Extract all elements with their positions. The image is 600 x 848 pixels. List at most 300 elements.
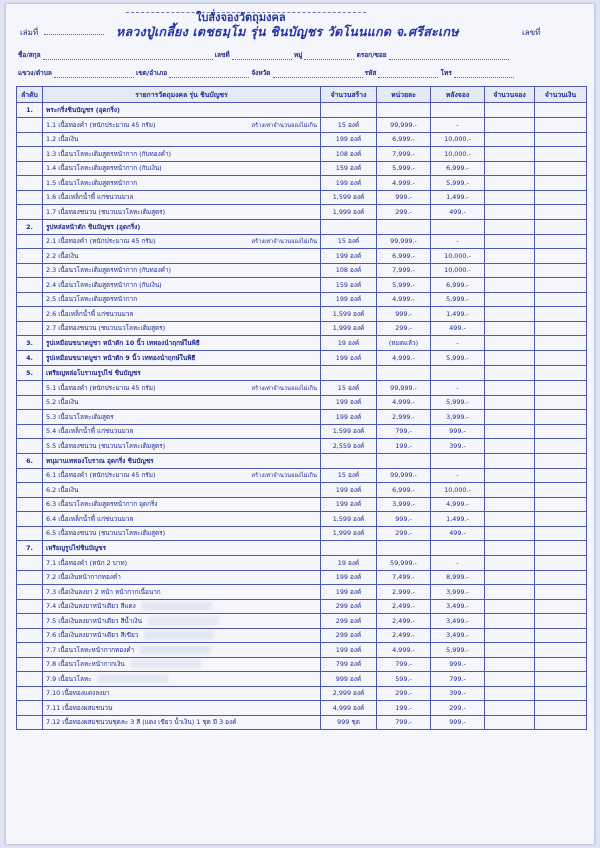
item-amount-input[interactable] <box>535 205 587 220</box>
item-after-price: 8,999.- <box>431 570 485 585</box>
group-reserve-input <box>485 366 535 381</box>
item-qty: 2,999 องค์ <box>321 686 377 701</box>
item-note: สร้างเท่าจำนวนจองไม่เกิน <box>251 385 317 392</box>
group-after: - <box>431 336 485 351</box>
redacted-mark <box>148 617 218 625</box>
item-price: 6,999.- <box>377 249 431 264</box>
item-name-text: 7.1 เนื้อทองคำ (หนัก 2 บาท) <box>46 558 128 567</box>
province-field[interactable] <box>273 68 363 78</box>
item-name <box>43 278 321 293</box>
group-reserve-input[interactable] <box>485 351 535 366</box>
name-field[interactable] <box>43 50 213 60</box>
item-name-text: 7.3 เนื้อเงินลงยา 2 หน้า หน้ากากเนื้อนาก <box>46 587 161 596</box>
item-price: 199.- <box>377 701 431 716</box>
table-row <box>17 439 587 454</box>
col-header-reserve: จำนวนจอง <box>485 87 535 103</box>
item-amount-input[interactable] <box>535 628 587 643</box>
item-reserve-input[interactable] <box>485 321 535 336</box>
item-price: 4,999.- <box>377 395 431 410</box>
item-price: 4,999.- <box>377 643 431 658</box>
item-amount-input[interactable] <box>535 497 587 512</box>
item-name-text: 7.6 เนื้อเงินลงยาหน้าเดียว สีเขียว <box>46 631 139 640</box>
col-header-qty: จำนวนสร้าง <box>321 87 377 103</box>
district-field[interactable] <box>169 68 249 78</box>
item-price: 7,999.- <box>377 263 431 278</box>
item-qty: 159 องค์ <box>321 278 377 293</box>
item-amount-input[interactable] <box>535 118 587 133</box>
item-amount-input[interactable] <box>535 190 587 205</box>
item-name <box>43 147 321 162</box>
item-price: 99,999.- <box>377 118 431 133</box>
subdistrict-field[interactable] <box>54 68 134 78</box>
item-qty: 199 องค์ <box>321 395 377 410</box>
row-no <box>17 205 43 220</box>
table-row <box>17 147 587 162</box>
item-name <box>43 512 321 527</box>
table-row <box>17 570 587 585</box>
item-after-price: 399.- <box>431 439 485 454</box>
item-amount-input[interactable] <box>535 424 587 439</box>
item-amount-input[interactable] <box>535 234 587 249</box>
item-reserve-input[interactable] <box>485 468 535 483</box>
phone-field[interactable] <box>454 68 514 78</box>
item-name <box>43 307 321 322</box>
item-after-price: 1,499.- <box>431 512 485 527</box>
col-header-no: ลำดับ <box>17 87 43 103</box>
group-number: 2. <box>17 219 43 234</box>
row-no <box>17 292 43 307</box>
item-name <box>43 395 321 410</box>
item-qty: 159 องค์ <box>321 161 377 176</box>
item-reserve-input[interactable] <box>485 381 535 396</box>
item-price: 2,999.- <box>377 410 431 425</box>
redacted-mark <box>144 631 214 639</box>
item-qty: 199 องค์ <box>321 176 377 191</box>
address-line-2 <box>18 68 514 78</box>
item-qty: 15 องค์ <box>321 234 377 249</box>
table-row <box>17 599 587 614</box>
item-amount-input[interactable] <box>535 614 587 629</box>
item-name <box>43 205 321 220</box>
item-name <box>43 643 321 658</box>
item-qty: 199 องค์ <box>321 132 377 147</box>
group-after <box>431 219 485 234</box>
table-row <box>17 686 587 701</box>
item-name-text: 2.6 เนื้อเหล็กน้ำพี้ แก่ชนวนมวล <box>46 309 134 318</box>
table-row <box>17 321 587 336</box>
item-name <box>43 176 321 191</box>
item-reserve-input[interactable] <box>485 483 535 498</box>
item-qty: 999 ชุด <box>321 715 377 730</box>
item-qty: 199 องค์ <box>321 410 377 425</box>
row-no <box>17 190 43 205</box>
item-name-text: 7.5 เนื้อเงินลงยาหน้าเดียว สีน้ำเงิน <box>46 616 143 625</box>
item-reserve-input[interactable] <box>485 643 535 658</box>
group-amount-input[interactable] <box>535 351 587 366</box>
item-reserve-input[interactable] <box>485 614 535 629</box>
name-label: ชื่อ/สกุล <box>18 51 41 59</box>
item-name-text: 1.7 เนื้อทองชนวน (ชนวนนวโลหะเติมสูตร) <box>46 207 166 216</box>
item-reserve-input[interactable] <box>485 263 535 278</box>
table-row <box>17 307 587 322</box>
item-name <box>43 118 321 133</box>
item-name <box>43 321 321 336</box>
item-reserve-input[interactable] <box>485 599 535 614</box>
item-price: 4,999.- <box>377 176 431 191</box>
moo-field[interactable] <box>304 50 354 60</box>
item-after-price: 10,000.- <box>431 263 485 278</box>
item-name-text: 6.2 เนื้อเงิน <box>46 485 79 494</box>
row-no <box>17 381 43 396</box>
item-name <box>43 424 321 439</box>
item-qty: 1,599 องค์ <box>321 190 377 205</box>
item-name-text: 6.5 เนื้อทองชนวน (ชนวนนวโลหะเติมสูตร) <box>46 529 166 538</box>
item-qty: 1,599 องค์ <box>321 424 377 439</box>
item-name-text: 7.11 เนื้อทองผสมชนวน <box>46 703 113 712</box>
group-reserve-input[interactable] <box>485 336 535 351</box>
item-amount-input[interactable] <box>535 278 587 293</box>
item-name <box>43 672 321 687</box>
item-amount-input[interactable] <box>535 585 587 600</box>
item-qty: 15 องค์ <box>321 118 377 133</box>
item-amount-input[interactable] <box>535 176 587 191</box>
item-name <box>43 585 321 600</box>
col-header-amount: จำนวนเงิน <box>535 87 587 103</box>
table-row <box>17 263 587 278</box>
group-row <box>17 351 587 366</box>
item-qty: 2,559 องค์ <box>321 439 377 454</box>
row-no <box>17 234 43 249</box>
table-row <box>17 614 587 629</box>
item-name-text: 1.6 เนื้อเหล็กน้ำพี้ แก่ชนวนมวล <box>46 193 134 202</box>
item-after-price: 799.- <box>431 672 485 687</box>
item-amount-input[interactable] <box>535 161 587 176</box>
item-reserve-input[interactable] <box>485 701 535 716</box>
row-no <box>17 701 43 716</box>
table-row <box>17 643 587 658</box>
group-reserve-input <box>485 219 535 234</box>
moo-label: หมู่ <box>293 51 303 59</box>
item-reserve-input[interactable] <box>485 147 535 162</box>
table-row <box>17 585 587 600</box>
item-reserve-input[interactable] <box>485 512 535 527</box>
item-name-text: 7.2 เนื้อเงินหน้ากากทองคำ <box>46 573 121 582</box>
item-reserve-input[interactable] <box>485 190 535 205</box>
row-no <box>17 410 43 425</box>
item-note: สร้างเท่าจำนวนจองไม่เกิน <box>251 239 317 246</box>
district-label: เขต/อำเภอ <box>135 69 168 77</box>
item-after-price: 1,499.- <box>431 190 485 205</box>
group-qty <box>321 103 377 118</box>
item-price: 999.- <box>377 512 431 527</box>
item-reserve-input[interactable] <box>485 686 535 701</box>
item-reserve-input[interactable] <box>485 234 535 249</box>
item-amount-input[interactable] <box>535 292 587 307</box>
item-reserve-input[interactable] <box>485 278 535 293</box>
table-row <box>17 234 587 249</box>
item-amount-input[interactable] <box>535 643 587 658</box>
row-no <box>17 672 43 687</box>
row-no <box>17 439 43 454</box>
item-name <box>43 410 321 425</box>
item-name-text: 2.2 เนื้อเงิน <box>46 251 79 260</box>
row-no <box>17 599 43 614</box>
item-after-price: 299.- <box>431 701 485 716</box>
item-price: 299.- <box>377 686 431 701</box>
item-name <box>43 657 321 672</box>
item-reserve-input[interactable] <box>485 161 535 176</box>
book-number-label: เล่มที่ <box>20 28 39 37</box>
item-amount-input[interactable] <box>535 599 587 614</box>
book-number-field[interactable] <box>44 34 104 35</box>
item-name-text: 5.2 เนื้อเงิน <box>46 398 79 407</box>
item-reserve-input[interactable] <box>485 570 535 585</box>
item-amount-input[interactable] <box>535 556 587 571</box>
item-price: 3,999.- <box>377 497 431 512</box>
house-no-field[interactable] <box>232 50 292 60</box>
item-name <box>43 249 321 264</box>
group-price <box>377 366 431 381</box>
group-number: 4. <box>17 351 43 366</box>
item-amount-input[interactable] <box>535 307 587 322</box>
item-reserve-input[interactable] <box>485 118 535 133</box>
row-no <box>17 526 43 541</box>
item-price: 2,499.- <box>377 614 431 629</box>
item-name <box>43 628 321 643</box>
row-no <box>17 147 43 162</box>
postcode-field[interactable] <box>378 68 438 78</box>
group-qty <box>321 453 377 468</box>
item-amount-input[interactable] <box>535 132 587 147</box>
item-price: 799.- <box>377 657 431 672</box>
item-qty: 199 องค์ <box>321 497 377 512</box>
item-amount-input[interactable] <box>535 701 587 716</box>
group-price: 4,999.- <box>377 351 431 366</box>
row-no <box>17 468 43 483</box>
item-qty: 199 องค์ <box>321 292 377 307</box>
item-price: 99,999.- <box>377 234 431 249</box>
item-after-price: 999.- <box>431 424 485 439</box>
item-qty: 299 องค์ <box>321 599 377 614</box>
item-price: 299.- <box>377 205 431 220</box>
item-after-price: 499.- <box>431 321 485 336</box>
row-no <box>17 321 43 336</box>
form-title: ใบสั่งจองวัตถุมงคล <box>196 11 286 24</box>
group-qty <box>321 366 377 381</box>
item-reserve-input[interactable] <box>485 497 535 512</box>
item-reserve-input[interactable] <box>485 715 535 730</box>
item-after-price: - <box>431 118 485 133</box>
item-qty: 1,999 องค์ <box>321 526 377 541</box>
item-reserve-input[interactable] <box>485 410 535 425</box>
item-qty: 299 องค์ <box>321 614 377 629</box>
item-reserve-input[interactable] <box>485 628 535 643</box>
group-amount-input <box>535 453 587 468</box>
item-qty: 999 องค์ <box>321 672 377 687</box>
item-amount-input[interactable] <box>535 686 587 701</box>
group-amount-input[interactable] <box>535 336 587 351</box>
item-after-price: 3,499.- <box>431 614 485 629</box>
row-no <box>17 512 43 527</box>
table-row <box>17 497 587 512</box>
item-amount-input[interactable] <box>535 657 587 672</box>
item-qty: 199 องค์ <box>321 249 377 264</box>
row-no <box>17 483 43 498</box>
subdistrict-label: แขวง/ตำบล <box>18 69 52 77</box>
group-title: รูปเหมือนขนาดบูชา หน้าตัก 9 นิ้ว เททองนำฤกษ์ในพิธี <box>43 351 321 366</box>
item-after-price: 5,999.- <box>431 643 485 658</box>
row-no <box>17 176 43 191</box>
item-name-text: 6.3 เนื้อนวโลหะเติมสูตรหน้ากาก อุดกริ่ง <box>46 500 158 509</box>
item-qty: 299 องค์ <box>321 628 377 643</box>
item-amount-input[interactable] <box>535 526 587 541</box>
item-after-price: 4,999.- <box>431 497 485 512</box>
group-row <box>17 219 587 234</box>
item-qty: 199 องค์ <box>321 570 377 585</box>
group-after <box>431 453 485 468</box>
row-no <box>17 263 43 278</box>
item-name-text: 2.5 เนื้อนวโลหะเติมสูตรหน้ากาก <box>46 295 138 304</box>
item-name <box>43 292 321 307</box>
item-price: 4,999.- <box>377 292 431 307</box>
row-no <box>17 614 43 629</box>
item-after-price: 999.- <box>431 657 485 672</box>
table-row <box>17 628 587 643</box>
item-price: 7,999.- <box>377 147 431 162</box>
item-amount-input[interactable] <box>535 468 587 483</box>
item-price: 799.- <box>377 715 431 730</box>
item-reserve-input[interactable] <box>485 424 535 439</box>
item-amount-input[interactable] <box>535 439 587 454</box>
table-row <box>17 715 587 730</box>
item-reserve-input[interactable] <box>485 439 535 454</box>
group-row <box>17 366 587 381</box>
item-reserve-input[interactable] <box>485 292 535 307</box>
row-no <box>17 424 43 439</box>
item-price: 2,999.- <box>377 585 431 600</box>
serial-number-label: เลขที่ <box>522 28 541 37</box>
item-reserve-input[interactable] <box>485 249 535 264</box>
item-amount-input[interactable] <box>535 410 587 425</box>
item-amount-input[interactable] <box>535 715 587 730</box>
item-after-price: - <box>431 468 485 483</box>
item-after-price: 5,999.- <box>431 292 485 307</box>
group-qty: 199 องค์ <box>321 351 377 366</box>
item-reserve-input[interactable] <box>485 176 535 191</box>
item-name-text: 1.1 เนื้อทองคำ (หนักประมาณ 45 กรัม) <box>46 120 156 129</box>
item-amount-input[interactable] <box>535 672 587 687</box>
item-after-price: 5,999.- <box>431 395 485 410</box>
item-reserve-input[interactable] <box>485 556 535 571</box>
item-amount-input[interactable] <box>535 512 587 527</box>
item-price: 99,999.- <box>377 381 431 396</box>
item-reserve-input[interactable] <box>485 526 535 541</box>
item-price: 99,999.- <box>377 468 431 483</box>
row-no <box>17 628 43 643</box>
row-no <box>17 249 43 264</box>
item-after-price: 999.- <box>431 715 485 730</box>
item-qty: 199 องค์ <box>321 585 377 600</box>
item-name <box>43 190 321 205</box>
group-row <box>17 336 587 351</box>
item-name <box>43 556 321 571</box>
item-qty: 4,999 องค์ <box>321 701 377 716</box>
item-after-price: 3,999.- <box>431 410 485 425</box>
table-row <box>17 176 587 191</box>
item-reserve-input[interactable] <box>485 205 535 220</box>
order-form-sheet <box>6 4 594 844</box>
table-row <box>17 512 587 527</box>
redacted-mark <box>131 660 201 668</box>
item-name-text: 5.3 เนื้อนวโลหะเติมสูตร <box>46 412 114 421</box>
items-table <box>16 86 587 730</box>
row-no <box>17 161 43 176</box>
item-reserve-input[interactable] <box>485 585 535 600</box>
item-name-text: 7.8 เนื้อนวโลหะหน้ากากเงิน <box>46 660 125 669</box>
item-amount-input[interactable] <box>535 483 587 498</box>
row-no <box>17 278 43 293</box>
item-reserve-input[interactable] <box>485 132 535 147</box>
item-name-text: 1.3 เนื้อนวโลหะเติมสูตรหน้ากาก (กับทองคำ) <box>46 149 172 158</box>
item-name-text: 7.12 เนื้อทองผสมชนวนชุดละ 3 สี (แดง เขียว น้ำเงิน) 1 ชุด มี 3 องค์ <box>46 718 237 727</box>
table-row <box>17 381 587 396</box>
item-name <box>43 381 321 396</box>
row-no <box>17 686 43 701</box>
group-title: รูปหล่อหน้าตัก ชินบัญชร (อุดกริ่ง) <box>43 219 321 234</box>
item-reserve-input[interactable] <box>485 657 535 672</box>
item-name <box>43 132 321 147</box>
item-name <box>43 468 321 483</box>
item-name-text: 2.7 เนื้อทองชนวน (ชนวนนวโลหะเติมสูตร) <box>46 324 166 333</box>
row-no <box>17 556 43 571</box>
item-after-price: 5,999.- <box>431 176 485 191</box>
header-title: หลวงปู่เกลี้ยง เตชธมฺโม รุ่น ชินบัญชร วัดโนนแกด จ.ศรีสะเกษ <box>116 24 459 39</box>
item-after-price: 399.- <box>431 686 485 701</box>
item-amount-input[interactable] <box>535 263 587 278</box>
item-amount-input[interactable] <box>535 570 587 585</box>
item-qty: 799 องค์ <box>321 657 377 672</box>
item-reserve-input[interactable] <box>485 307 535 322</box>
item-name <box>43 439 321 454</box>
alley-field[interactable] <box>389 50 509 60</box>
item-amount-input[interactable] <box>535 395 587 410</box>
province-label: จังหวัด <box>251 69 271 77</box>
group-amount-input <box>535 103 587 118</box>
col-header-item: รายการวัตถุมงคล รุ่น ชินบัญชร <box>43 87 321 103</box>
item-amount-input[interactable] <box>535 321 587 336</box>
item-amount-input[interactable] <box>535 147 587 162</box>
item-name-text: 6.1 เนื้อทองคำ (หนักประมาณ 45 กรัม) <box>46 471 156 480</box>
item-reserve-input[interactable] <box>485 395 535 410</box>
group-amount-input <box>535 541 587 556</box>
table-row <box>17 132 587 147</box>
group-after: 5,999.- <box>431 351 485 366</box>
item-after-price: 10,000.- <box>431 483 485 498</box>
item-price: 7,499.- <box>377 570 431 585</box>
item-amount-input[interactable] <box>535 249 587 264</box>
phone-label: โทร <box>440 69 452 77</box>
group-title: เหรียญหล่อโบราณรูปไข่ ชินบัญชร <box>43 366 321 381</box>
item-reserve-input[interactable] <box>485 672 535 687</box>
item-name <box>43 526 321 541</box>
group-number: 1. <box>17 103 43 118</box>
item-amount-input[interactable] <box>535 381 587 396</box>
item-price: 999.- <box>377 307 431 322</box>
item-qty: 15 องค์ <box>321 468 377 483</box>
item-name-text: 2.4 เนื้อนวโลหะเติมสูตรหน้ากาก (กับเงิน) <box>46 280 162 289</box>
group-number: 6. <box>17 453 43 468</box>
item-name <box>43 686 321 701</box>
